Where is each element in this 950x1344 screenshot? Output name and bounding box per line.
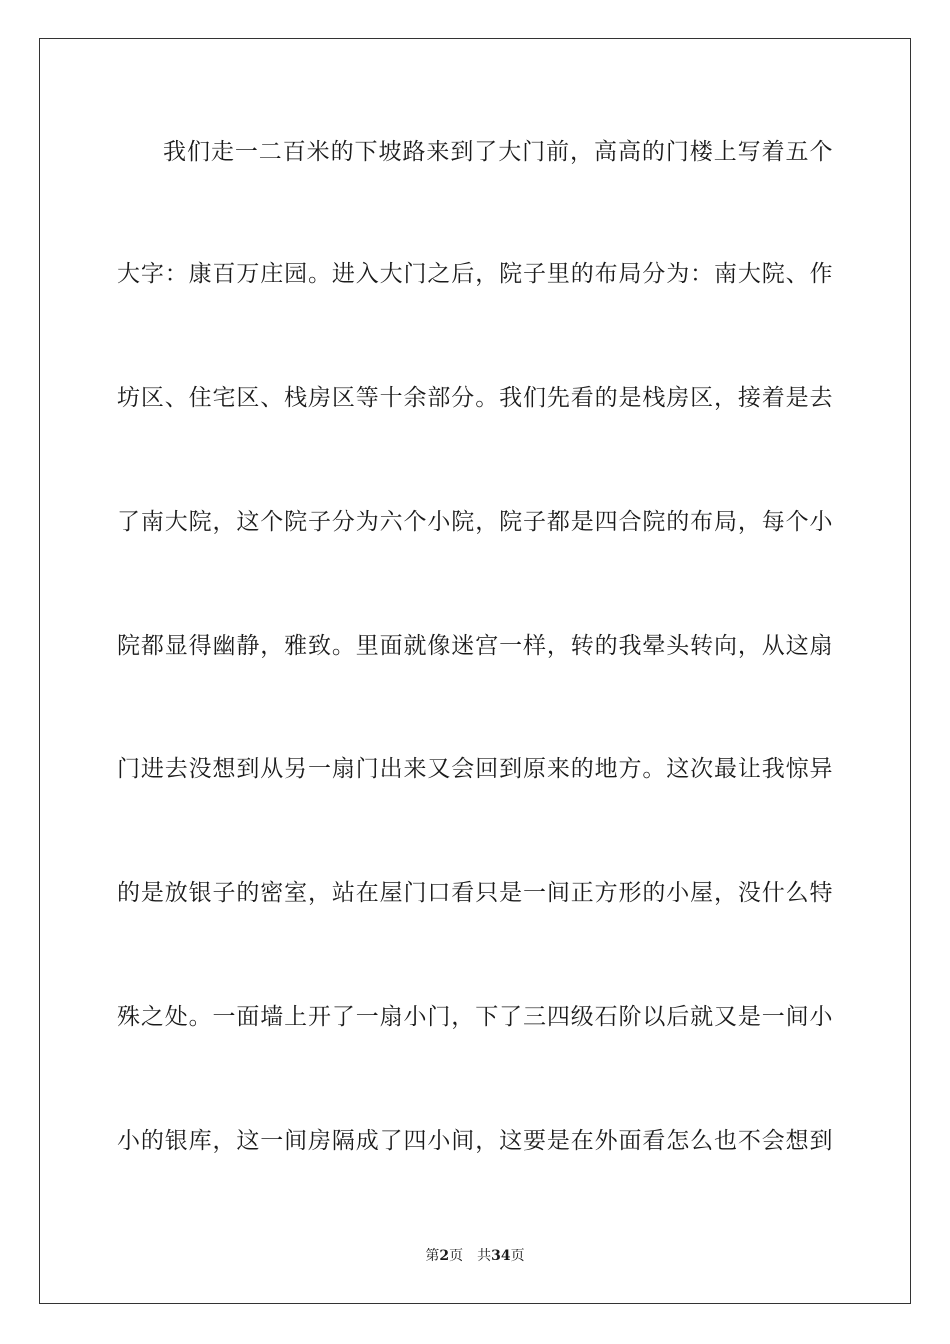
paragraph-line-8: 殊之处。一面墙上开了一扇小门，下了三四级石阶以后就又是一间小 [117,1004,833,1030]
paragraph-line-6: 门进去没想到从另一扇门出来又会回到原来的地方。这次最让我惊异 [117,756,833,782]
total-prefix: 共 [477,1248,492,1264]
total-pages: 34 [491,1248,511,1264]
total-suffix: 页 [510,1248,525,1264]
page-border [39,38,911,1304]
paragraph-line-1: 我们走一二百米的下坡路来到了大门前，高高的门楼上写着五个 [163,139,833,165]
paragraph-line-2: 大字：康百万庄园。进入大门之后，院子里的布局分为：南大院、作 [117,261,833,287]
paragraph-line-3: 坊区、住宅区、栈房区等十余部分。我们先看的是栈房区，接着是去 [117,385,833,411]
page-footer [0,1246,950,1266]
page-number: 2 [439,1248,450,1264]
page-prefix: 第 [425,1248,440,1264]
paragraph-line-4: 了南大院，这个院子分为六个小院，院子都是四合院的布局，每个小 [117,509,833,535]
page-suffix: 页 [449,1248,464,1264]
paragraph-line-5: 院都显得幽静，雅致。里面就像迷宫一样，转的我晕头转向，从这扇 [117,633,833,659]
paragraph-line-7: 的是放银子的密室，站在屋门口看只是一间正方形的小屋，没什么特 [117,880,833,906]
paragraph-line-9: 小的银库，这一间房隔成了四小间，这要是在外面看怎么也不会想到 [117,1128,833,1154]
